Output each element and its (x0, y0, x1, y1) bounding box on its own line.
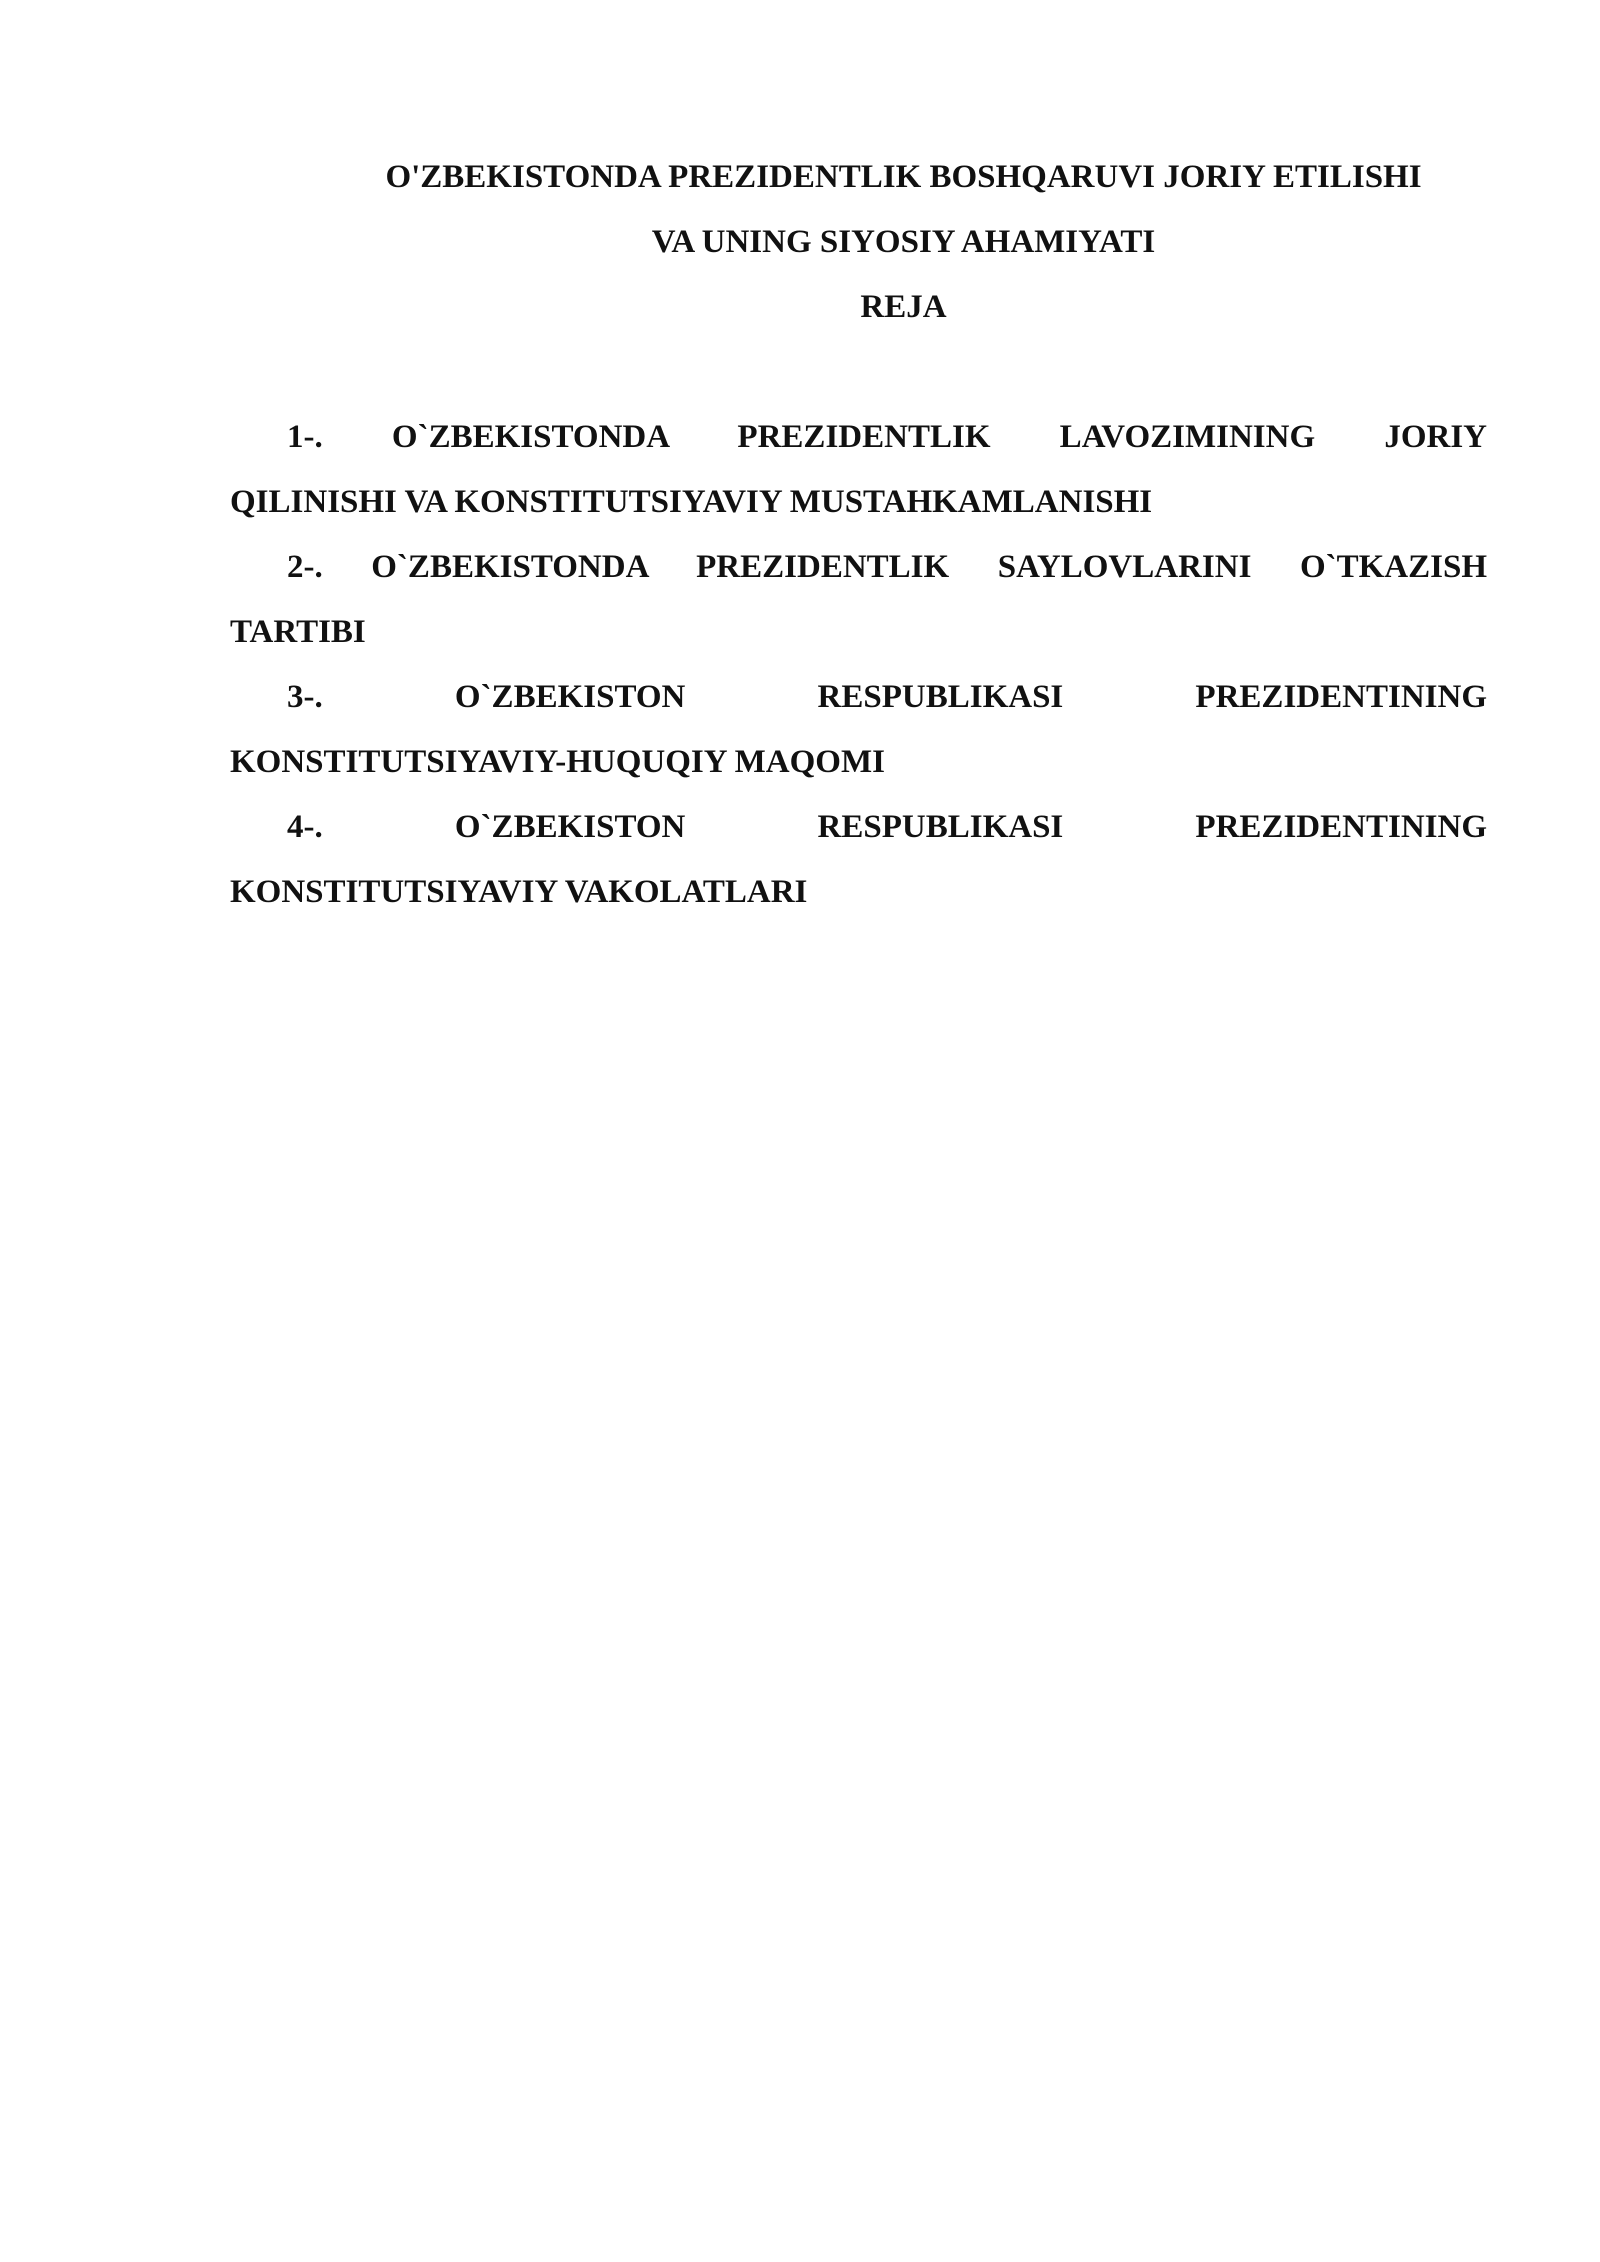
document-title-line-1: O'ZBEKISTONDA PREZIDENTLIK BOSHQARUVI JORIY ETILISHI (385, 159, 1422, 195)
plan-item-1-line-2: QILINISHI VA KONSTITUTSIYAVIY MUSTAHKAMLANISHI (230, 484, 1153, 520)
document-title-line-2: VA UNING SIYOSIY AHAMIYATI (651, 224, 1156, 260)
plan-item-1-line-1: 1-. O`ZBEKISTONDA PREZIDENTLIK LAVOZIMINING JORIY (287, 419, 1487, 455)
plan-heading: REJA (860, 289, 947, 325)
plan-item-4 (230, 795, 1487, 925)
plan-item-2-line-2: TARTIBI (230, 614, 366, 650)
plan-item-2 (230, 535, 1487, 665)
plan-list (230, 405, 1487, 925)
plan-item-4-line-2: KONSTITUTSIYAVIY VAKOLATLARI (230, 874, 808, 910)
plan-item-3-line-2: KONSTITUTSIYAVIY-HUQUQIY MAQOMI (230, 744, 885, 780)
plan-item-1 (230, 405, 1487, 535)
plan-item-3-line-1: 3-. O`ZBEKISTON RESPUBLIKASI PREZIDENTINING (287, 679, 1487, 715)
plan-item-3 (230, 665, 1487, 795)
plan-item-2-line-1: 2-. O`ZBEKISTONDA PREZIDENTLIK SAYLOVLARINI O`TKAZISH (287, 549, 1487, 585)
plan-item-4-line-1: 4-. O`ZBEKISTON RESPUBLIKASI PREZIDENTINING (287, 809, 1487, 845)
